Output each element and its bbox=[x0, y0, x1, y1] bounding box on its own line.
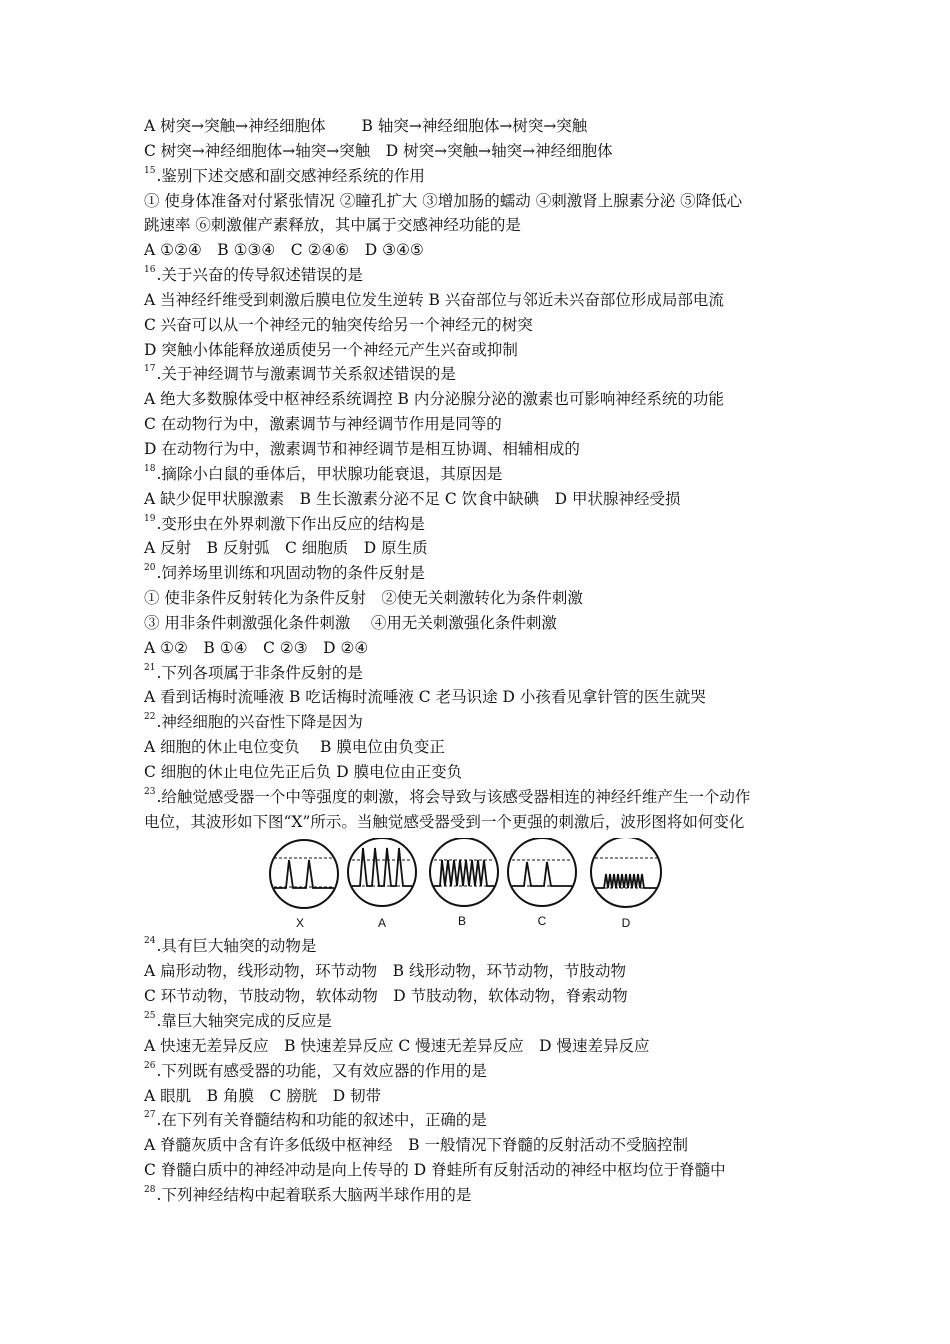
option-line: C 环节动物，节肢动物，软体动物 D 节肢动物，软体动物，脊索动物 bbox=[144, 987, 628, 1006]
question-23-stem: $^{23}$.给触觉感受器一个中等强度的刺激，将会导致与该感受器相连的神经纤维产生一个动作 bbox=[144, 786, 751, 806]
option-line: 跳速率 ⑥刺激催产素释放，其中属于交感神经功能的是 bbox=[144, 216, 521, 235]
exam-page bbox=[144, 114, 812, 1208]
option-line: C 树突→神经细胞体→轴突→突触 D 树突→突触→轴突→神经细胞体 bbox=[144, 141, 613, 160]
waveform-label-c: C bbox=[537, 914, 547, 929]
waveform-circle-a bbox=[348, 838, 416, 906]
question-15-stem: $^{15}$.鉴别下述交感和副交感神经系统的作用 bbox=[144, 165, 425, 185]
waveform-circle-x bbox=[270, 840, 338, 908]
waveform-label-b: B bbox=[457, 914, 467, 929]
option-line: A 眼肌 B 角膜 C 膀胱 D 韧带 bbox=[144, 1086, 382, 1105]
waveform-c bbox=[512, 862, 572, 886]
question-18-stem: $^{18}$.摘除小白鼠的垂体后，甲状腺功能衰退，其原因是 bbox=[144, 463, 503, 483]
waveform-label-d: D bbox=[621, 916, 631, 931]
option-line: ① 使身体准备对付紧张情况 ②瞳孔扩大 ③增加肠的蠕动 ④刺激肾上腺素分泌 ⑤降低心 bbox=[144, 191, 743, 210]
option-line: D 在动物行为中，激素调节和神经调节是相互协调、相辅相成的 bbox=[144, 439, 580, 458]
question-22-stem: $^{22}$.神经细胞的兴奋性下降是因为 bbox=[144, 712, 363, 732]
waveform-label-a: A bbox=[377, 916, 387, 931]
waveform-circle-d bbox=[591, 838, 661, 907]
option-line: C 在动物行为中，激素调节与神经调节作用是同等的 bbox=[144, 415, 502, 434]
option-line: A 细胞的休止电位变负 B 膜电位由负变正 bbox=[144, 738, 445, 757]
question-20-stem: $^{20}$.饲养场里训练和巩固动物的条件反射是 bbox=[144, 563, 425, 583]
option-line: A 脊髓灰质中含有许多低级中枢神经 B 一般情况下脊髓的反射活动不受脑控制 bbox=[144, 1136, 688, 1155]
waveform-a bbox=[352, 848, 412, 886]
waveform-label-x: X bbox=[295, 916, 305, 931]
option-line: A 缺少促甲状腺激素 B 生长激素分泌不足 C 饮食中缺碘 D 甲状腺神经受损 bbox=[144, 489, 681, 508]
option-line: A 树突→突触→神经细胞体 B 轴突→神经细胞体→树突→突触 bbox=[144, 117, 588, 135]
option-line: D 突触小体能释放递质使另一个神经元产生兴奋或抑制 bbox=[144, 340, 518, 359]
option-line: A 看到话梅时流唾液 B 吃话梅时流唾液 C 老马识途 D 小孩看见拿针管的医生就哭 bbox=[144, 688, 706, 707]
waveform-b bbox=[434, 860, 494, 886]
question-21-stem: $^{21}$.下列各项属于非条件反射的是 bbox=[144, 662, 363, 682]
option-line: A 绝大多数腺体受中枢神经系统调控 B 内分泌腺分泌的激素也可影响神经系统的功能 bbox=[144, 390, 724, 409]
option-line: ① 使非条件反射转化为条件反射 ②使无关刺激转化为条件刺激 bbox=[144, 589, 583, 608]
option-line: A 扁形动物，线形动物，环节动物 B 线形动物，环节动物，节肢动物 bbox=[144, 962, 626, 981]
question-17-stem: $^{17}$.关于神经调节与激素调节关系叙述错误的是 bbox=[144, 364, 456, 384]
waveform-svg bbox=[268, 838, 688, 930]
option-line: ③ 用非条件刺激强化条件刺激 ④用无关刺激强化条件刺激 bbox=[144, 613, 557, 632]
question-24-stem: $^{24}$.具有巨大轴突的动物是 bbox=[144, 936, 317, 956]
option-line: C 细胞的休止电位先正后负 D 膜电位由正变负 bbox=[144, 762, 463, 781]
question-27-stem: $^{27}$.在下列有关脊髓结构和功能的叙述中，正确的是 bbox=[144, 1110, 487, 1130]
option-line: C 兴奋可以从一个神经元的轴突传给另一个神经元的树突 bbox=[144, 315, 533, 334]
option-line: A 当神经纤维受到刺激后膜电位发生逆转 B 兴奋部位与邻近未兴奋部位形成局部电流 bbox=[144, 290, 724, 309]
option-line: A 快速无差异反应 B 快速差异反应 C 慢速无差异反应 D 慢速差异反应 bbox=[144, 1036, 650, 1055]
option-line: A ①② B ①④ C ②③ D ②④ bbox=[144, 638, 369, 657]
option-line: A ①②④ B ①③④ C ②④⑥ D ③④⑤ bbox=[144, 241, 424, 260]
option-line: C 脊髓白质中的神经冲动是向上传导的 D 脊蛙所有反射活动的神经中枢均位于脊髓中 bbox=[144, 1161, 726, 1180]
question-25-stem: $^{25}$.靠巨大轴突完成的反应是 bbox=[144, 1011, 332, 1030]
question-28-stem: $^{28}$.下列神经结构中起着联系大脑两半球作用的是 bbox=[144, 1184, 472, 1204]
option-line: 电位，其波形如下图“X”所示。当触觉感受器受到一个更强的刺激后，波形图将如何变化 bbox=[144, 812, 745, 831]
waveform-figure bbox=[144, 834, 812, 934]
waveform-d bbox=[595, 874, 657, 888]
question-16-stem: $^{16}$.关于兴奋的传导叙述错误的是 bbox=[144, 265, 363, 285]
option-line: A 反射 B 反射弧 C 细胞质 D 原生质 bbox=[144, 539, 428, 558]
waveform-circle-c bbox=[508, 838, 576, 906]
waveform-x bbox=[274, 860, 334, 888]
question-26-stem: $^{26}$.下列既有感受器的功能，又有效应器的作用的是 bbox=[144, 1060, 487, 1080]
question-19-stem: $^{19}$.变形虫在外界刺激下作出反应的结构是 bbox=[144, 513, 425, 533]
